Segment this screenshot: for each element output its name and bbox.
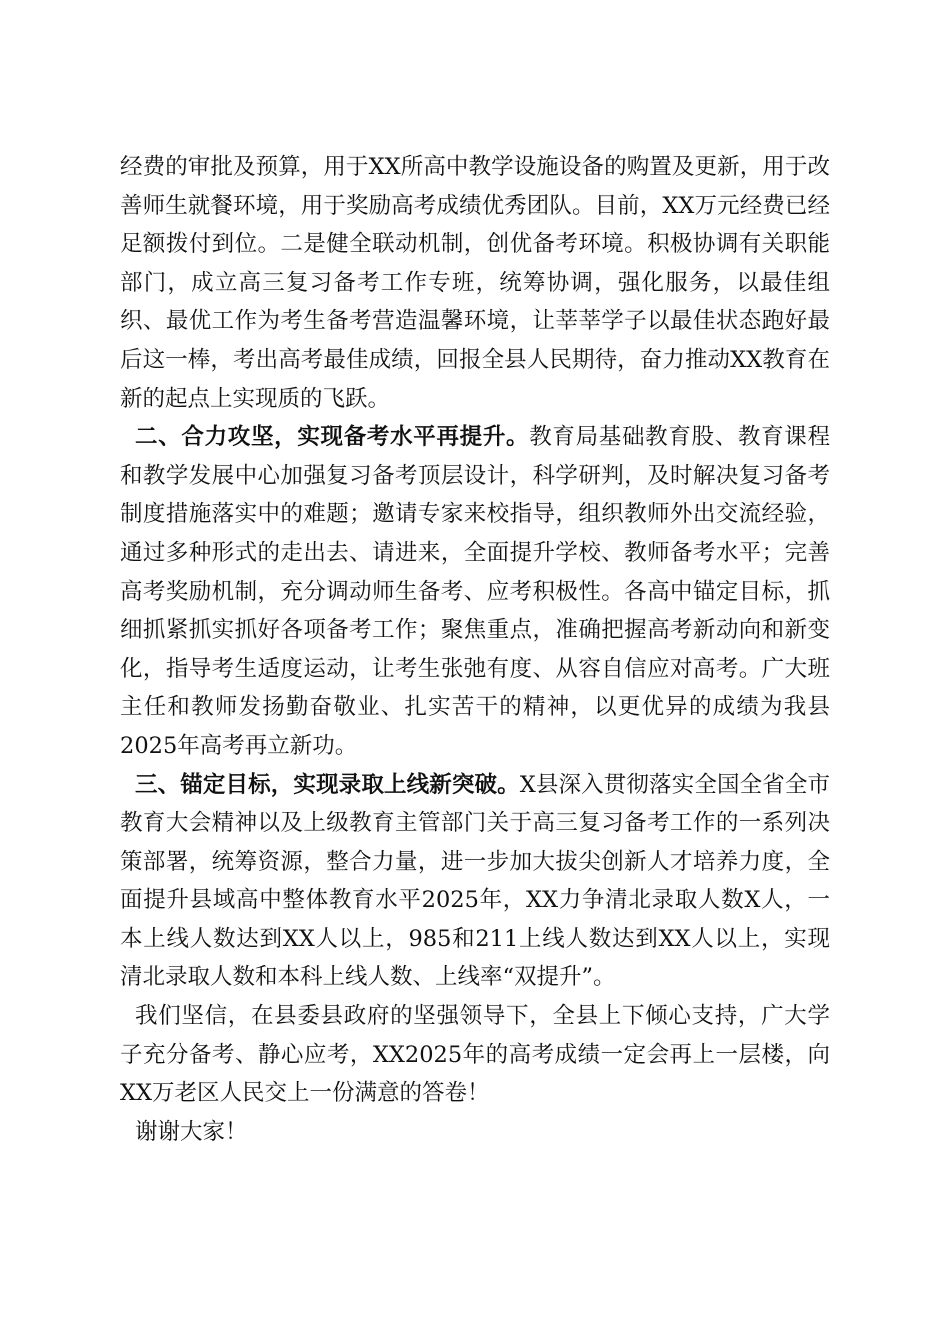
paragraph-body: 经费的审批及预算，用于XX所高中教学设施设备的购置及更新，用于改善师生就餐环境，用于奖励高考成绩优秀团队。目前，XX万元经费已经足额拨付到位。二是健全联动机制，创优备考环境。积极协调有关职能部门，成立高三复习备考工作专班，统筹协调，强化服务，以最佳组织、最优工作为考生备考营造温馨环境，让莘莘学子以最佳状态跑好最后这一棒，考出高考最佳成绩，回报全县人民期待，奋力推动XX教育在新的起点上实现质的飞跃。: [120, 154, 830, 412]
section-heading: 三、锚定目标，实现录取上线新突破。: [135, 771, 520, 798]
paragraph-funding-continuation: [120, 148, 830, 418]
paragraph-body: X县深入贯彻落实全国全省全市教育大会精神以及上级教育主管部门关于高三复习备考工作的一系列决策部署，统筹资源，整合力量，进一步加大拔尖创新人才培养力度，全面提升县域高中整体教育水平2025年，XX力争清北录取人数X人，一本上线人数达到XX人以上，985和211上线人数达到XX人以上，实现清北录取人数和本科上线人数、上线率“双提升”。: [120, 771, 830, 991]
document-page: [120, 148, 830, 1151]
paragraph-body: 谢谢大家！: [135, 1118, 248, 1145]
paragraph-body: 教育局基础教育股、教育课程和教学发展中心加强复习备考顶层设计，科学研判，及时解决复习备考制度措施落实中的难题；邀请专家来校指导，组织教师外出交流经验，通过多种形式的走出去、请进来，全面提升学校、教师备考水平；完善高考奖励机制，充分调动师生备考、应考积极性。各高中锚定目标，抓细抓紧抓实抓好各项备考工作；聚焦重点，准确把握高考新动向和新变化，指导考生适度运动，让考生张弛有度、从容自信应对高考。广大班主任和教师发扬勤奋敬业、扎实苦干的精神，以更优异的成绩为我县2025年高考再立新功。: [120, 424, 830, 759]
paragraph-body: 我们坚信，在县委县政府的坚强领导下，全县上下倾心支持，广大学子充分备考、静心应考，XX2025年的高考成绩一定会再上一层楼，向XX万老区人民交上一份满意的答卷！: [120, 1003, 830, 1107]
paragraph-section-three: [120, 766, 830, 998]
paragraph-closing: [120, 997, 830, 1113]
paragraph-section-two: [120, 418, 830, 765]
paragraph-thanks: [120, 1113, 830, 1152]
section-heading: 二、合力攻坚，实现备考水平再提升。: [135, 424, 530, 451]
